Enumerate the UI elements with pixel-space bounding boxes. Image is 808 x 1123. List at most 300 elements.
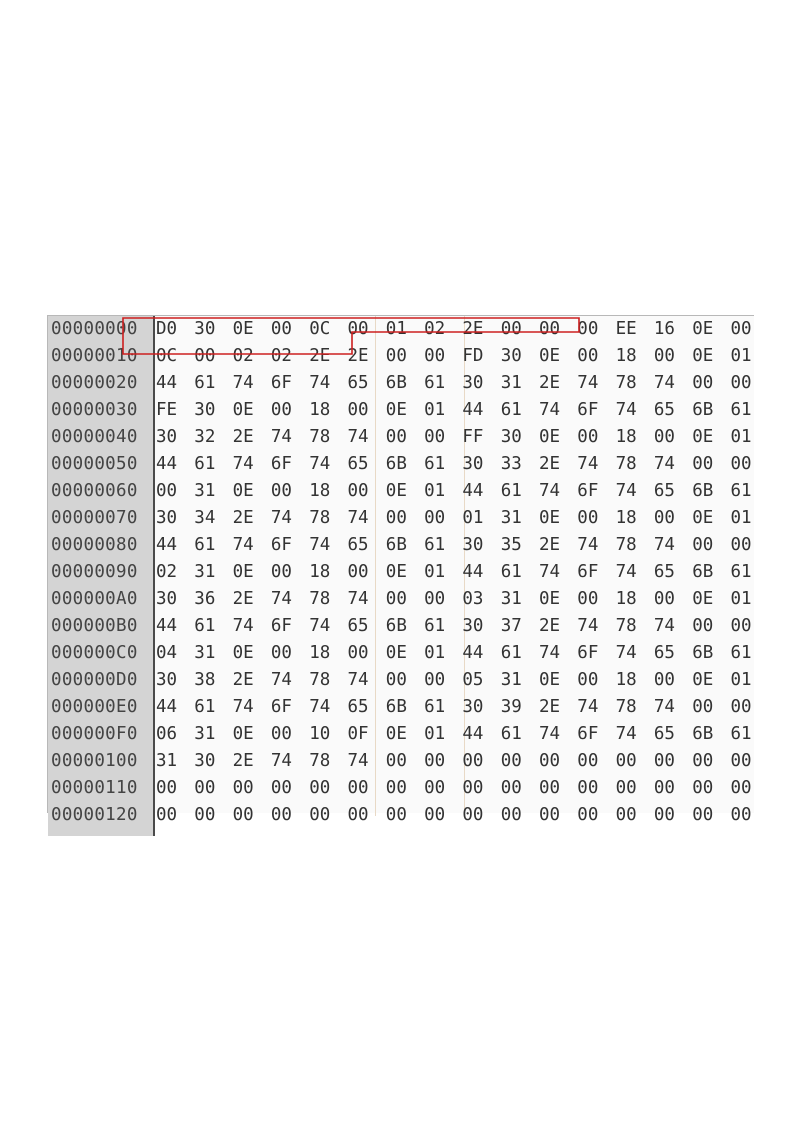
hex-byte[interactable]: EE	[615, 319, 637, 339]
hex-byte[interactable]: 30	[500, 427, 522, 447]
hex-byte[interactable]: 0E	[385, 481, 407, 501]
hex-byte[interactable]: 61	[500, 724, 522, 744]
hex-byte[interactable]: 0E	[692, 346, 714, 366]
hex-byte[interactable]: 74	[347, 508, 369, 528]
hex-byte[interactable]: 00	[692, 373, 714, 393]
hex-byte[interactable]: 65	[347, 373, 369, 393]
hex-byte[interactable]: 2E	[539, 535, 561, 555]
hex-byte[interactable]: 6B	[692, 481, 714, 501]
hex-byte[interactable]: 65	[653, 400, 675, 420]
hex-byte[interactable]: 00	[424, 805, 446, 825]
hex-byte[interactable]: FE	[156, 400, 178, 420]
hex-byte[interactable]: 00	[347, 481, 369, 501]
hex-byte[interactable]: 74	[577, 373, 599, 393]
hex-byte[interactable]: 30	[156, 589, 178, 609]
hex-byte[interactable]: 61	[500, 562, 522, 582]
hex-byte[interactable]: 00	[615, 805, 637, 825]
hex-byte[interactable]: 00	[653, 805, 675, 825]
hex-byte[interactable]: 74	[347, 670, 369, 690]
hex-byte[interactable]: 00	[385, 427, 407, 447]
hex-byte[interactable]: 00	[500, 805, 522, 825]
hex-byte[interactable]: 65	[347, 616, 369, 636]
hex-byte[interactable]: 6B	[692, 643, 714, 663]
hex-byte[interactable]: 31	[156, 751, 178, 771]
hex-byte[interactable]: 44	[156, 373, 178, 393]
hex-byte[interactable]: 2E	[539, 697, 561, 717]
hex-byte[interactable]: 74	[653, 535, 675, 555]
hex-byte[interactable]: 78	[309, 589, 331, 609]
hex-byte[interactable]: 65	[653, 562, 675, 582]
hex-byte[interactable]: 01	[424, 562, 446, 582]
hex-byte[interactable]: 00	[577, 508, 599, 528]
hex-byte[interactable]: 00	[424, 346, 446, 366]
hex-byte[interactable]: 18	[615, 589, 637, 609]
hex-byte[interactable]: 0F	[347, 724, 369, 744]
hex-byte[interactable]: 74	[577, 697, 599, 717]
hex-byte[interactable]: 74	[539, 562, 561, 582]
hex-byte[interactable]: 65	[653, 481, 675, 501]
hex-byte[interactable]: 74	[270, 508, 292, 528]
hex-byte[interactable]: 01	[424, 643, 446, 663]
hex-byte[interactable]: 0E	[385, 400, 407, 420]
hex-byte[interactable]: 2E	[539, 616, 561, 636]
hex-byte[interactable]: 44	[156, 697, 178, 717]
hex-byte[interactable]: 74	[309, 697, 331, 717]
hex-byte[interactable]: 30	[462, 697, 484, 717]
hex-byte[interactable]: 65	[653, 643, 675, 663]
hex-byte[interactable]: 30	[156, 670, 178, 690]
hex-byte[interactable]: 00	[692, 616, 714, 636]
hex-byte[interactable]: 74	[615, 481, 637, 501]
hex-byte[interactable]: 02	[424, 319, 446, 339]
hex-byte[interactable]: 0E	[385, 562, 407, 582]
hex-byte[interactable]: 0E	[232, 562, 254, 582]
hex-byte[interactable]: 00	[424, 670, 446, 690]
hex-byte[interactable]: 74	[539, 724, 561, 744]
hex-byte[interactable]: 65	[653, 724, 675, 744]
hex-byte[interactable]: 00	[577, 346, 599, 366]
hex-byte[interactable]: 00	[385, 805, 407, 825]
hex-byte[interactable]: 74	[270, 670, 292, 690]
hex-byte[interactable]: 01	[730, 589, 752, 609]
hex-byte[interactable]: 18	[615, 346, 637, 366]
hex-byte[interactable]: 00	[270, 562, 292, 582]
hex-byte[interactable]: 61	[730, 400, 752, 420]
hex-byte[interactable]: 02	[232, 346, 254, 366]
hex-byte[interactable]: 30	[194, 319, 216, 339]
hex-byte[interactable]: 00	[653, 670, 675, 690]
hex-byte[interactable]: 0E	[539, 589, 561, 609]
hex-byte[interactable]: 31	[194, 562, 216, 582]
hex-byte[interactable]: 61	[424, 697, 446, 717]
hex-byte[interactable]: 00	[539, 778, 561, 798]
hex-byte[interactable]: 18	[615, 508, 637, 528]
hex-byte[interactable]: 6F	[577, 400, 599, 420]
hex-byte[interactable]: 74	[539, 400, 561, 420]
hex-byte[interactable]: 00	[270, 400, 292, 420]
hex-byte[interactable]: 00	[270, 643, 292, 663]
hex-byte[interactable]: 65	[347, 454, 369, 474]
hex-byte[interactable]: 6F	[270, 454, 292, 474]
hex-byte[interactable]: 74	[615, 400, 637, 420]
hex-byte[interactable]: 00	[692, 697, 714, 717]
hex-byte[interactable]: 6F	[270, 697, 292, 717]
hex-byte[interactable]: 6F	[577, 562, 599, 582]
hex-byte[interactable]: 00	[232, 805, 254, 825]
hex-byte[interactable]: 6F	[577, 481, 599, 501]
hex-byte[interactable]: 00	[309, 778, 331, 798]
hex-byte[interactable]: 30	[194, 751, 216, 771]
hex-byte[interactable]: 44	[462, 481, 484, 501]
hex-byte[interactable]: 01	[730, 427, 752, 447]
hex-byte[interactable]: 00	[692, 535, 714, 555]
hex-byte[interactable]: 61	[424, 373, 446, 393]
hex-byte[interactable]: 00	[730, 697, 752, 717]
hex-byte[interactable]: 44	[462, 643, 484, 663]
hex-byte[interactable]: 44	[462, 562, 484, 582]
hex-byte[interactable]: 00	[577, 778, 599, 798]
hex-byte[interactable]: 00	[270, 481, 292, 501]
hex-byte[interactable]: FD	[462, 346, 484, 366]
hex-byte[interactable]: 74	[615, 643, 637, 663]
hex-byte[interactable]: 74	[539, 481, 561, 501]
hex-byte[interactable]: 32	[194, 427, 216, 447]
hex-byte[interactable]: 6B	[692, 562, 714, 582]
hex-byte[interactable]: 44	[462, 724, 484, 744]
hex-byte[interactable]: 00	[692, 454, 714, 474]
hex-byte[interactable]: 10	[309, 724, 331, 744]
hex-byte[interactable]: 6B	[385, 697, 407, 717]
hex-byte[interactable]: 0E	[692, 670, 714, 690]
hex-byte[interactable]: 6B	[692, 724, 714, 744]
hex-byte[interactable]: 00	[577, 805, 599, 825]
hex-byte[interactable]: 78	[309, 508, 331, 528]
hex-byte[interactable]: 00	[692, 751, 714, 771]
hex-byte[interactable]: 00	[270, 319, 292, 339]
hex-byte[interactable]: 30	[462, 535, 484, 555]
hex-byte[interactable]: 00	[730, 535, 752, 555]
hex-byte[interactable]: 36	[194, 589, 216, 609]
hex-byte[interactable]: 0E	[692, 319, 714, 339]
hex-byte[interactable]: 74	[232, 454, 254, 474]
hex-byte[interactable]: 31	[194, 643, 216, 663]
hex-byte[interactable]: 06	[156, 724, 178, 744]
hex-byte[interactable]: 2E	[232, 589, 254, 609]
hex-byte[interactable]: 01	[385, 319, 407, 339]
hex-byte[interactable]: 74	[309, 373, 331, 393]
hex-byte[interactable]: 00	[615, 751, 637, 771]
hex-byte[interactable]: 05	[462, 670, 484, 690]
hex-byte[interactable]: 6B	[385, 535, 407, 555]
hex-byte[interactable]: 74	[615, 562, 637, 582]
hex-byte[interactable]: 02	[156, 562, 178, 582]
hex-byte[interactable]: 74	[232, 535, 254, 555]
hex-byte[interactable]: 31	[500, 508, 522, 528]
hex-byte[interactable]: 01	[424, 481, 446, 501]
hex-byte[interactable]: 61	[194, 454, 216, 474]
hex-byte[interactable]: 00	[156, 778, 178, 798]
hex-byte[interactable]: 00	[385, 778, 407, 798]
hex-byte[interactable]: 61	[194, 616, 216, 636]
hex-byte[interactable]: 6B	[692, 400, 714, 420]
hex-byte[interactable]: 31	[194, 481, 216, 501]
hex-byte[interactable]: 0E	[692, 508, 714, 528]
hex-byte[interactable]: 00	[424, 589, 446, 609]
hex-byte[interactable]: 30	[462, 373, 484, 393]
hex-byte[interactable]: 18	[309, 562, 331, 582]
hex-byte[interactable]: 00	[194, 805, 216, 825]
hex-byte[interactable]: 74	[653, 373, 675, 393]
hex-byte[interactable]: 74	[539, 643, 561, 663]
hex-byte[interactable]: 00	[424, 751, 446, 771]
hex-byte[interactable]: 00	[385, 346, 407, 366]
hex-byte[interactable]: 65	[347, 697, 369, 717]
hex-byte[interactable]: 33	[500, 454, 522, 474]
hex-byte[interactable]: 0E	[692, 427, 714, 447]
hex-byte[interactable]: 78	[615, 616, 637, 636]
hex-byte[interactable]: 01	[730, 346, 752, 366]
hex-byte[interactable]: 34	[194, 508, 216, 528]
hex-byte[interactable]: 61	[194, 697, 216, 717]
hex-byte[interactable]: 00	[692, 805, 714, 825]
hex-byte[interactable]: 00	[577, 670, 599, 690]
hex-byte[interactable]: 2E	[232, 751, 254, 771]
hex-byte[interactable]: 6B	[385, 373, 407, 393]
hex-byte[interactable]: 01	[424, 724, 446, 744]
hex-byte[interactable]: 00	[577, 319, 599, 339]
hex-byte[interactable]: 00	[577, 751, 599, 771]
hex-byte[interactable]: 00	[500, 778, 522, 798]
hex-byte[interactable]: 0E	[232, 481, 254, 501]
hex-byte[interactable]: 30	[462, 454, 484, 474]
hex-byte[interactable]: 37	[500, 616, 522, 636]
hex-byte[interactable]: 2E	[232, 427, 254, 447]
hex-byte[interactable]: 61	[424, 454, 446, 474]
hex-byte[interactable]: 74	[347, 589, 369, 609]
hex-byte[interactable]: 2E	[232, 508, 254, 528]
hex-byte[interactable]: 00	[385, 589, 407, 609]
hex-byte[interactable]: 00	[692, 778, 714, 798]
hex-byte[interactable]: 04	[156, 643, 178, 663]
hex-byte[interactable]: 78	[309, 751, 331, 771]
hex-byte[interactable]: 00	[232, 778, 254, 798]
hex-byte[interactable]: 74	[347, 427, 369, 447]
hex-byte[interactable]: 6B	[385, 616, 407, 636]
hex-byte[interactable]: 6F	[270, 616, 292, 636]
hex-byte[interactable]: 00	[156, 805, 178, 825]
hex-byte[interactable]: 78	[615, 454, 637, 474]
hex-byte[interactable]: 00	[156, 481, 178, 501]
hex-byte[interactable]: 74	[653, 697, 675, 717]
hex-byte[interactable]: 2E	[462, 319, 484, 339]
hex-byte[interactable]: 02	[270, 346, 292, 366]
hex-byte[interactable]: 44	[156, 616, 178, 636]
hex-byte[interactable]: 00	[462, 778, 484, 798]
hex-byte[interactable]: 78	[309, 670, 331, 690]
hex-byte[interactable]: 00	[347, 319, 369, 339]
hex-byte[interactable]: 00	[347, 805, 369, 825]
hex-byte[interactable]: 00	[462, 805, 484, 825]
hex-byte[interactable]: 00	[347, 562, 369, 582]
hex-byte[interactable]: 78	[309, 427, 331, 447]
hex-byte[interactable]: 00	[500, 751, 522, 771]
hex-byte[interactable]: 0E	[232, 400, 254, 420]
hex-byte[interactable]: 0C	[309, 319, 331, 339]
hex-byte[interactable]: 6F	[270, 373, 292, 393]
hex-byte[interactable]: 03	[462, 589, 484, 609]
hex-byte[interactable]: 00	[462, 751, 484, 771]
hex-byte[interactable]: 00	[730, 805, 752, 825]
hex-byte[interactable]: 00	[730, 454, 752, 474]
hex-byte[interactable]: 0E	[232, 724, 254, 744]
hex-byte[interactable]: 6F	[270, 535, 292, 555]
hex-byte[interactable]: 0E	[232, 319, 254, 339]
hex-byte[interactable]: 16	[653, 319, 675, 339]
hex-byte[interactable]: 00	[577, 427, 599, 447]
hex-byte[interactable]: 30	[156, 427, 178, 447]
hex-byte[interactable]: 00	[653, 346, 675, 366]
hex-byte[interactable]: 65	[347, 535, 369, 555]
hex-byte[interactable]: 0E	[385, 724, 407, 744]
hex-byte[interactable]: 61	[424, 616, 446, 636]
hex-byte[interactable]: 00	[194, 346, 216, 366]
hex-byte[interactable]: 74	[577, 535, 599, 555]
hex-byte[interactable]: 38	[194, 670, 216, 690]
hex-byte[interactable]: 35	[500, 535, 522, 555]
hex-byte[interactable]: 74	[347, 751, 369, 771]
hex-byte[interactable]: 00	[539, 319, 561, 339]
hex-byte[interactable]: 6B	[385, 454, 407, 474]
hex-byte[interactable]: 61	[500, 643, 522, 663]
hex-byte[interactable]: 74	[270, 751, 292, 771]
hex-byte[interactable]: 31	[194, 724, 216, 744]
hex-byte[interactable]: 30	[462, 616, 484, 636]
hex-byte[interactable]: 00	[270, 778, 292, 798]
hex-byte[interactable]: 00	[347, 643, 369, 663]
hex-byte[interactable]: 00	[653, 427, 675, 447]
hex-byte[interactable]: 00	[424, 427, 446, 447]
hex-byte[interactable]: 00	[385, 751, 407, 771]
hex-byte[interactable]: 31	[500, 589, 522, 609]
hex-byte[interactable]: 74	[309, 616, 331, 636]
hex-byte[interactable]: 00	[385, 508, 407, 528]
hex-byte[interactable]: 00	[270, 724, 292, 744]
hex-byte[interactable]: 0E	[385, 643, 407, 663]
hex-byte[interactable]: 78	[615, 697, 637, 717]
hex-byte[interactable]: 6F	[577, 724, 599, 744]
hex-byte[interactable]: FF	[462, 427, 484, 447]
hex-byte[interactable]: 00	[539, 751, 561, 771]
hex-byte[interactable]: 61	[730, 481, 752, 501]
hex-byte[interactable]: 00	[730, 319, 752, 339]
hex-byte[interactable]: 44	[462, 400, 484, 420]
hex-byte[interactable]: 74	[270, 427, 292, 447]
hex-byte[interactable]: 00	[424, 778, 446, 798]
hex-byte[interactable]: 00	[539, 805, 561, 825]
hex-byte[interactable]: 61	[730, 562, 752, 582]
hex-byte[interactable]: 78	[615, 535, 637, 555]
hex-byte[interactable]: 61	[424, 535, 446, 555]
hex-byte[interactable]: 00	[194, 778, 216, 798]
hex-byte[interactable]: 61	[730, 724, 752, 744]
hex-byte[interactable]: 00	[577, 589, 599, 609]
hex-byte[interactable]: 39	[500, 697, 522, 717]
hex-byte[interactable]: 31	[500, 670, 522, 690]
hex-byte[interactable]: 00	[270, 805, 292, 825]
hex-byte[interactable]: 61	[500, 481, 522, 501]
hex-byte[interactable]: 18	[309, 481, 331, 501]
hex-byte[interactable]: 01	[424, 400, 446, 420]
hex-editor-view[interactable]	[47, 315, 754, 825]
hex-byte[interactable]: 74	[270, 589, 292, 609]
hex-byte[interactable]: 0E	[232, 643, 254, 663]
hex-byte[interactable]: 00	[653, 778, 675, 798]
hex-byte[interactable]: 74	[653, 616, 675, 636]
hex-byte[interactable]: 00	[730, 616, 752, 636]
hex-byte[interactable]: 30	[156, 508, 178, 528]
hex-byte[interactable]: 31	[500, 373, 522, 393]
hex-byte[interactable]: 2E	[347, 346, 369, 366]
hex-byte[interactable]: 2E	[309, 346, 331, 366]
hex-byte[interactable]: 00	[500, 319, 522, 339]
hex-byte[interactable]: 0E	[539, 427, 561, 447]
hex-byte[interactable]: 78	[615, 373, 637, 393]
hex-byte[interactable]: 61	[500, 400, 522, 420]
hex-byte[interactable]: 18	[615, 427, 637, 447]
hex-byte[interactable]: 6F	[577, 643, 599, 663]
hex-byte[interactable]: 00	[309, 805, 331, 825]
hex-byte[interactable]: 00	[385, 670, 407, 690]
hex-byte[interactable]: 74	[309, 454, 331, 474]
hex-byte[interactable]: 00	[653, 589, 675, 609]
hex-byte[interactable]: 74	[232, 373, 254, 393]
hex-byte[interactable]: 2E	[232, 670, 254, 690]
hex-byte[interactable]: 61	[730, 643, 752, 663]
hex-byte[interactable]: 0C	[156, 346, 178, 366]
hex-byte[interactable]: 00	[653, 508, 675, 528]
hex-byte[interactable]: 44	[156, 535, 178, 555]
hex-byte[interactable]: 01	[730, 508, 752, 528]
hex-byte[interactable]: 00	[653, 751, 675, 771]
hex-byte[interactable]: 00	[347, 778, 369, 798]
hex-byte[interactable]: 18	[309, 643, 331, 663]
hex-byte[interactable]: 00	[730, 373, 752, 393]
hex-byte[interactable]: 00	[730, 751, 752, 771]
hex-byte[interactable]: 01	[462, 508, 484, 528]
hex-byte[interactable]: 74	[615, 724, 637, 744]
hex-byte[interactable]: 00	[730, 778, 752, 798]
hex-byte[interactable]: 74	[232, 697, 254, 717]
hex-byte[interactable]: 18	[309, 400, 331, 420]
hex-byte[interactable]: 2E	[539, 373, 561, 393]
hex-byte[interactable]: 74	[309, 535, 331, 555]
hex-byte[interactable]: 61	[194, 535, 216, 555]
hex-byte[interactable]: 0E	[692, 589, 714, 609]
hex-byte[interactable]: 00	[424, 508, 446, 528]
hex-byte[interactable]: 74	[232, 616, 254, 636]
hex-byte[interactable]: 74	[577, 616, 599, 636]
hex-byte[interactable]: 74	[577, 454, 599, 474]
hex-byte[interactable]: 2E	[539, 454, 561, 474]
hex-byte[interactable]: 01	[730, 670, 752, 690]
hex-byte[interactable]: 0E	[539, 346, 561, 366]
hex-byte[interactable]: 18	[615, 670, 637, 690]
hex-byte[interactable]: 44	[156, 454, 178, 474]
hex-byte[interactable]: 00	[615, 778, 637, 798]
hex-byte[interactable]: 74	[653, 454, 675, 474]
hex-byte[interactable]: 0E	[539, 508, 561, 528]
hex-byte[interactable]: 0E	[539, 670, 561, 690]
